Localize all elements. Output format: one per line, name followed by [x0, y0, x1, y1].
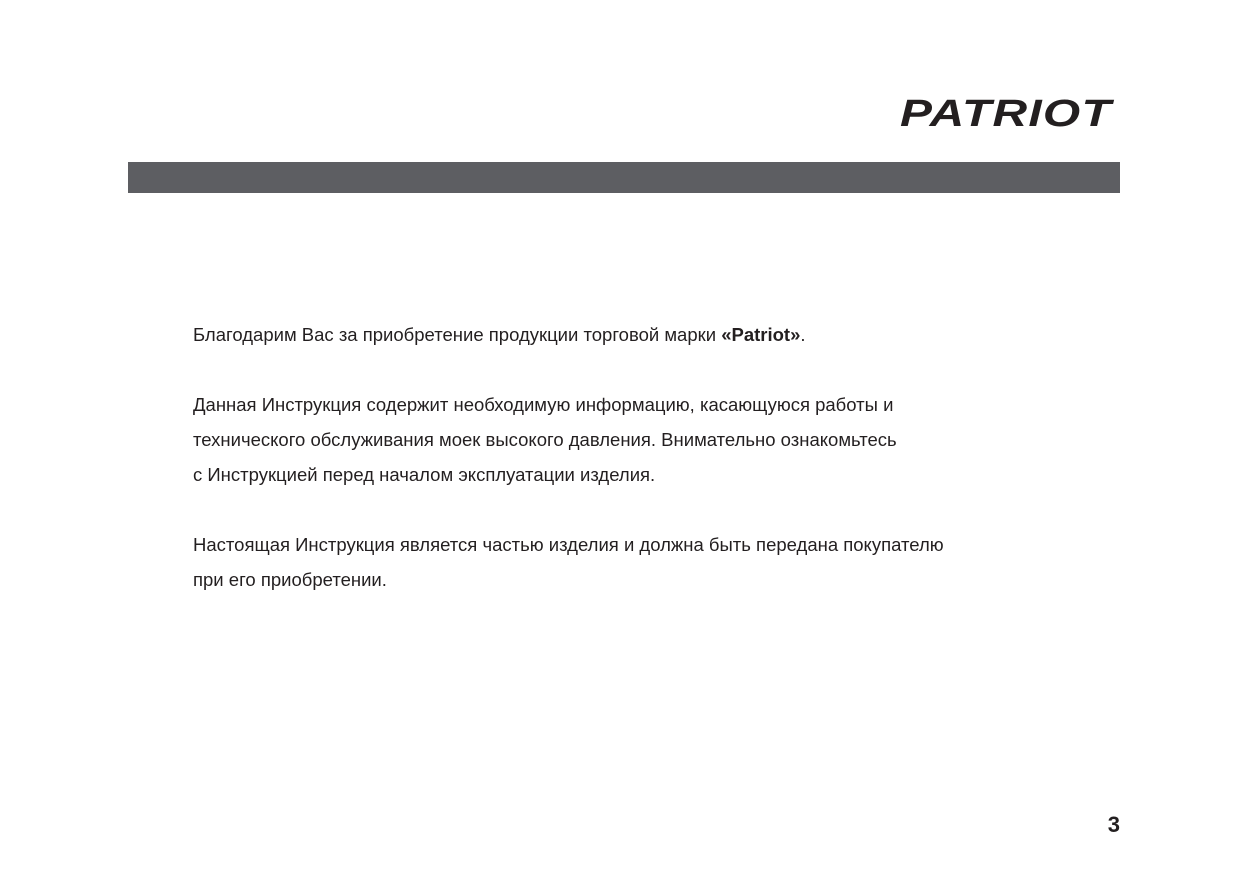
- paragraph-thanks: [193, 317, 1073, 352]
- header-bar: [128, 162, 1120, 193]
- thanks-period: .: [800, 324, 806, 345]
- paragraph-line: технического обслуживания моек высокого давления. Внимательно ознакомьтесь: [193, 429, 897, 450]
- intro-text: [193, 317, 1073, 597]
- paragraph-line: [193, 317, 1073, 352]
- paragraph-instruction-info: [193, 387, 1073, 492]
- paragraph-line: Данная Инструкция содержит необходимую информацию, касающуюся работы и: [193, 394, 894, 415]
- paragraph-instruction-part: [193, 527, 1073, 597]
- paragraph-line: с Инструкцией перед началом эксплуатации изделия.: [193, 464, 656, 485]
- page-number: 3: [1107, 812, 1120, 837]
- thanks-text: Благодарим Вас за приобретение продукции торговой марки: [193, 324, 722, 345]
- patriot-logo-icon: [898, 84, 1116, 140]
- patriot-logo: [898, 84, 1116, 140]
- logo-wordmark: PATRIOT: [900, 93, 1115, 135]
- brand-name: «Patriot»: [721, 324, 801, 345]
- paragraph-line: Настоящая Инструкция является частью изделия и должна быть передана покупателю: [193, 534, 944, 555]
- paragraph-line: при его приобретении.: [193, 569, 387, 590]
